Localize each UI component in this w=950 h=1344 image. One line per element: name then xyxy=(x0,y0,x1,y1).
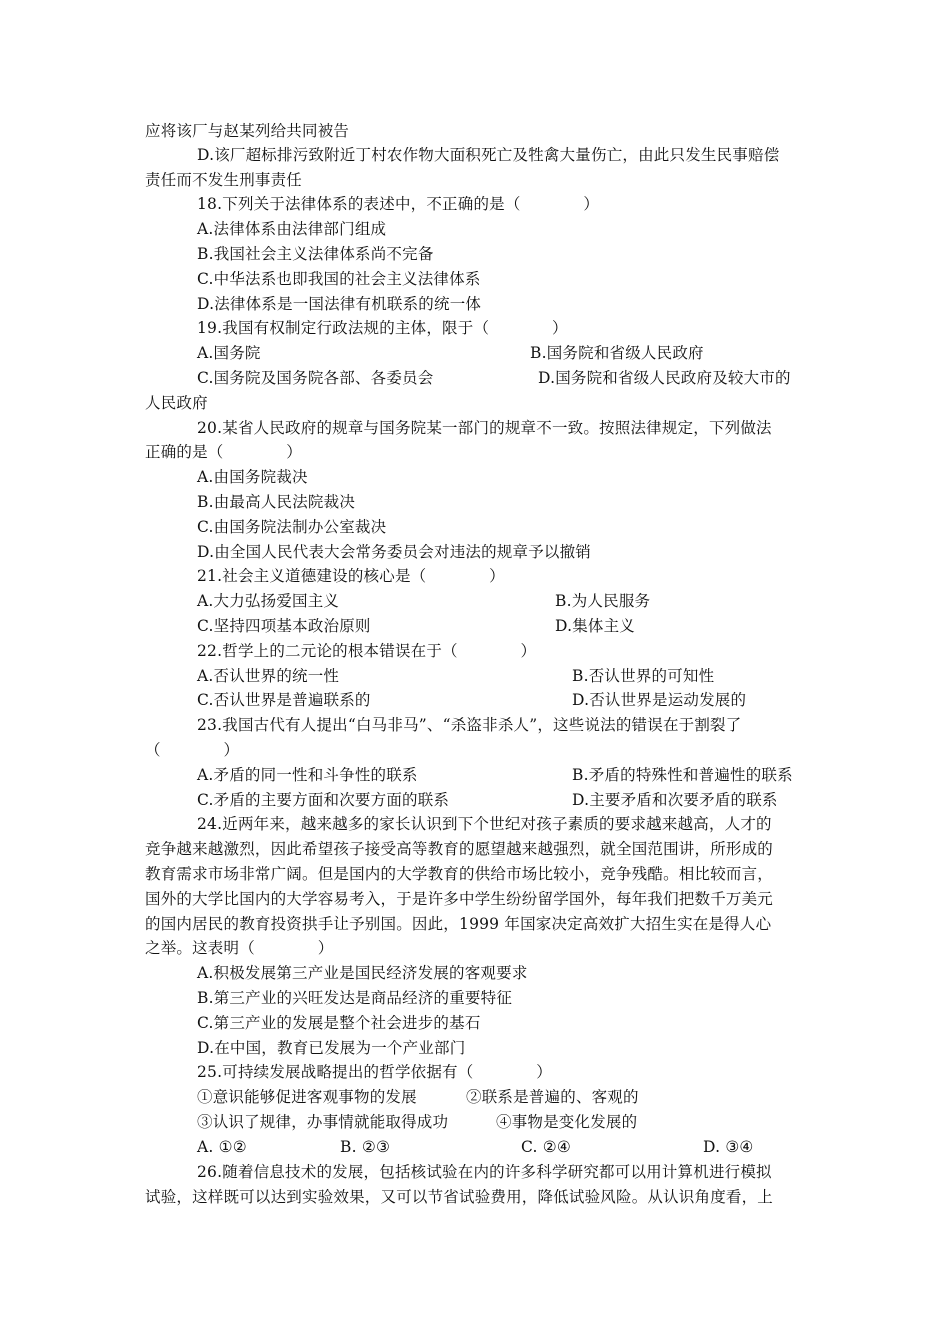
question-20: 20.某省人民政府的规章与国务院某一部门的规章不一致。按照法律规定，下列做法 xyxy=(197,419,772,437)
option-d: D.否认世界是运动发展的 xyxy=(572,691,747,709)
question-21: 21.社会主义道德建设的核心是（ ） xyxy=(197,567,505,585)
text-line: 的国内居民的教育投资拱手让予别国。因此，1999 年国家决定高效扩大招生实在是得人心 xyxy=(145,915,772,933)
option-a: A.大力弘扬爱国主义 xyxy=(197,592,340,610)
option-c: C.国务院及国务院各部、各委员会 xyxy=(197,369,434,387)
option-c: C.中华法系也即我国的社会主义法律体系 xyxy=(197,270,481,288)
text-line: 教育需求市场非常广阔。但是国内的大学教育的供给市场比较小，竞争残酷。相比较而言， xyxy=(145,865,774,883)
text-line: 之举。这表明（ ） xyxy=(145,939,334,957)
option-a: A.法律体系由法律部门组成 xyxy=(197,220,387,238)
text-line: 正确的是（ ） xyxy=(145,443,303,461)
text-line: 责任而不发生刑事责任 xyxy=(145,171,303,189)
question-25: 25.可持续发展战略提出的哲学依据有（ ） xyxy=(197,1063,552,1081)
option-c: C.由国务院法制办公室裁决 xyxy=(197,518,387,536)
option-d: D.法律体系是一国法律有机联系的统一体 xyxy=(197,295,482,313)
option-b: B.为人民服务 xyxy=(555,592,651,610)
text-line: 试验，这样既可以达到实验效果，又可以节省试验费用，降低试验风险。从认识角度看，上 xyxy=(145,1188,774,1206)
text-line: 国外的大学比国内的大学容易考入，于是许多中学生纷纷留学国外，每年我们把数千万美元 xyxy=(145,890,774,908)
question-18: 18.下列关于法律体系的表述中，不正确的是（ ） xyxy=(197,195,600,213)
option-d: D.该厂超标排污致附近丁村农作物大面积死亡及牲禽大量伤亡，由此只发生民事赔偿 xyxy=(197,146,780,164)
statement-4: ④事物是变化发展的 xyxy=(496,1113,638,1131)
option-c: C.第三产业的发展是整个社会进步的基石 xyxy=(197,1014,481,1032)
option-a: A.积极发展第三产业是国民经济发展的客观要求 xyxy=(197,964,528,982)
option-a: A.由国务院裁决 xyxy=(197,468,308,486)
question-19: 19.我国有权制定行政法规的主体，限于（ ） xyxy=(197,319,568,337)
question-26: 26.随着信息技术的发展，包括核试验在内的许多科学研究都可以用计算机进行模拟 xyxy=(197,1163,772,1181)
option-d: D.集体主义 xyxy=(555,617,636,635)
text-line: 应将该厂与赵某列给共同被告 xyxy=(145,122,350,140)
statement-2: ②联系是普遍的、客观的 xyxy=(466,1088,639,1106)
option-b: B. ②③ xyxy=(340,1138,391,1156)
statement-3: ③认识了规律，办事情就能取得成功 xyxy=(197,1113,449,1131)
option-d: D. ③④ xyxy=(703,1138,754,1156)
question-22: 22.哲学上的二元论的根本错误在于（ ） xyxy=(197,642,537,660)
question-24: 24.近两年来，越来越多的家长认识到下个世纪对孩子素质的要求越来越高，人才的 xyxy=(197,815,772,833)
text-line: 人民政府 xyxy=(145,394,208,412)
option-d: D.国务院和省级人民政府及较大市的 xyxy=(538,369,791,387)
option-d: D.在中国，教育已发展为一个产业部门 xyxy=(197,1039,466,1057)
option-b: B.第三产业的兴旺发达是商品经济的重要特征 xyxy=(197,989,513,1007)
option-b: B.由最高人民法院裁决 xyxy=(197,493,356,511)
option-b: B.否认世界的可知性 xyxy=(572,667,715,685)
option-a: A.国务院 xyxy=(197,344,261,362)
option-c: C. ②④ xyxy=(521,1138,571,1156)
option-d: D.主要矛盾和次要矛盾的联系 xyxy=(572,791,778,809)
text-line: （ ） xyxy=(145,741,240,759)
option-b: B.国务院和省级人民政府 xyxy=(530,344,704,362)
question-23: 23.我国古代有人提出“白马非马”、“杀盗非杀人”，这些说法的错误在于割裂了 xyxy=(197,716,742,734)
option-b: B.我国社会主义法律体系尚不完备 xyxy=(197,245,434,263)
option-c: C.坚持四项基本政治原则 xyxy=(197,617,371,635)
option-c: C.否认世界是普遍联系的 xyxy=(197,691,371,709)
option-a: A.矛盾的同一性和斗争性的联系 xyxy=(197,766,418,784)
option-b: B.矛盾的特殊性和普遍性的联系 xyxy=(572,766,793,784)
statement-1: ①意识能够促进客观事物的发展 xyxy=(197,1088,417,1106)
option-d: D.由全国人民代表大会常务委员会对违法的规章予以撤销 xyxy=(197,543,592,561)
text-line: 竞争越来越激烈，因此希望孩子接受高等教育的愿望越来越强烈，就全国范围讲，所形成的 xyxy=(145,840,774,858)
option-a: A. ①② xyxy=(197,1138,247,1156)
option-a: A.否认世界的统一性 xyxy=(197,667,340,685)
option-c: C.矛盾的主要方面和次要方面的联系 xyxy=(197,791,450,809)
